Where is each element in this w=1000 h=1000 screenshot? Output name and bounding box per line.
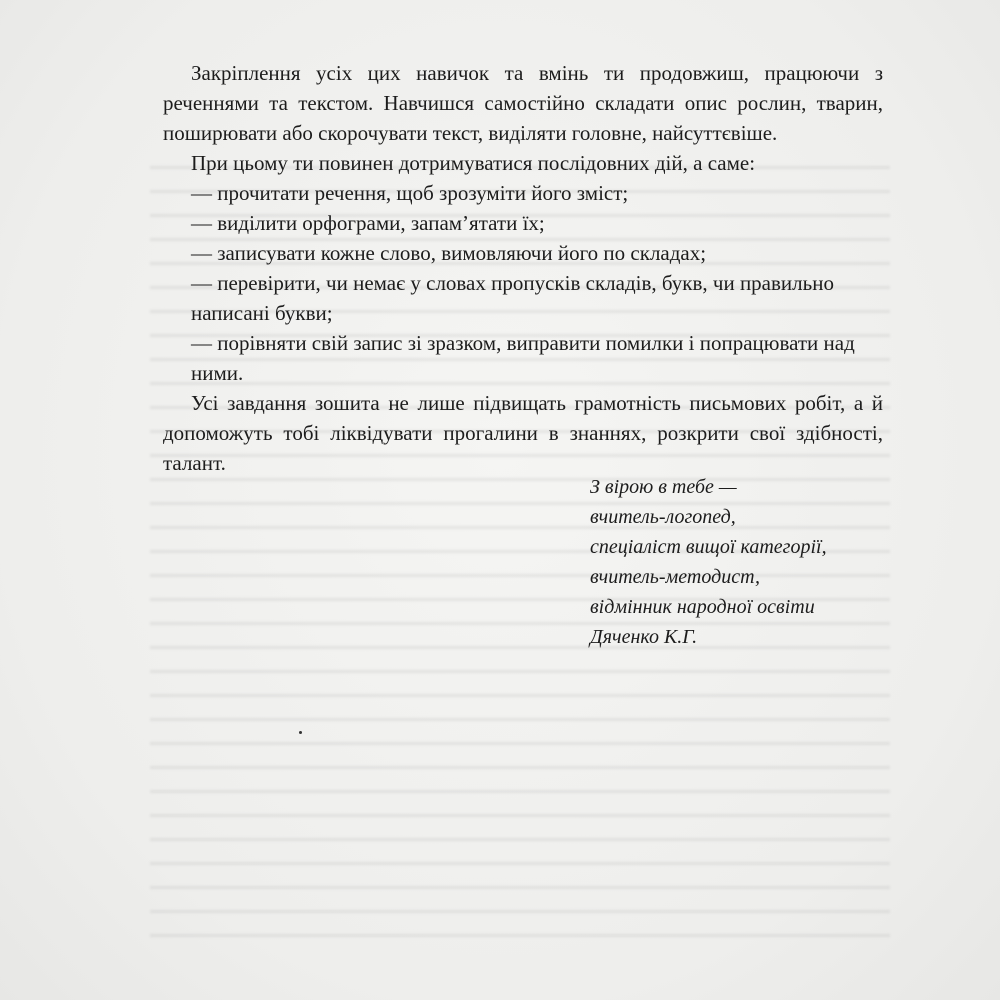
list-item: — виділити орфограми, запам’ятати їх; <box>191 211 545 235</box>
signature-line: Дяченко К.Г. <box>590 626 698 648</box>
list-item: — прочитати речення, щоб зрозуміти його зміст; <box>191 181 629 205</box>
signature-line: вчитель-методист, <box>590 566 761 588</box>
list-item: — перевірити, чи немає у словах пропусків складів, букв, чи правильно написані букви; <box>191 271 834 325</box>
steps-intro-paragraph: При цьому ти повинен дотримуватися послідовних дій, а саме: <box>191 151 756 175</box>
closing-paragraph: Усі завдання зошита не лише підвищать грамотність письмових робіт, а й допоможуть тобі ліквідувати прогалини в знаннях, розкрити свої здібності, талант. <box>163 391 883 475</box>
author-signature-block <box>590 472 910 652</box>
signature-line: спеціаліст вищої категорії, <box>590 536 827 558</box>
intro-paragraph: Закріплення усіх цих навичок та вмінь ти продовжиш, працюючи з реченнями та текстом. Навчишся самостійно складати опис рослин, тварин, поширювати або скорочувати текст, виділяти головне, найсуттєвіше. <box>163 61 883 145</box>
signature-line: З вірою в тебе — <box>590 476 737 498</box>
list-item: — порівняти свій запис зі зразком, виправити помилки і попрацювати над ними. <box>191 331 855 385</box>
steps-list <box>163 178 883 388</box>
list-item: — записувати кожне слово, вимовляючи його по складах; <box>191 241 707 265</box>
signature-line: вчитель-логопед, <box>590 506 736 528</box>
ink-speck <box>299 731 302 734</box>
body-text <box>163 58 883 478</box>
signature-line: відмінник народної освіти <box>590 596 815 618</box>
